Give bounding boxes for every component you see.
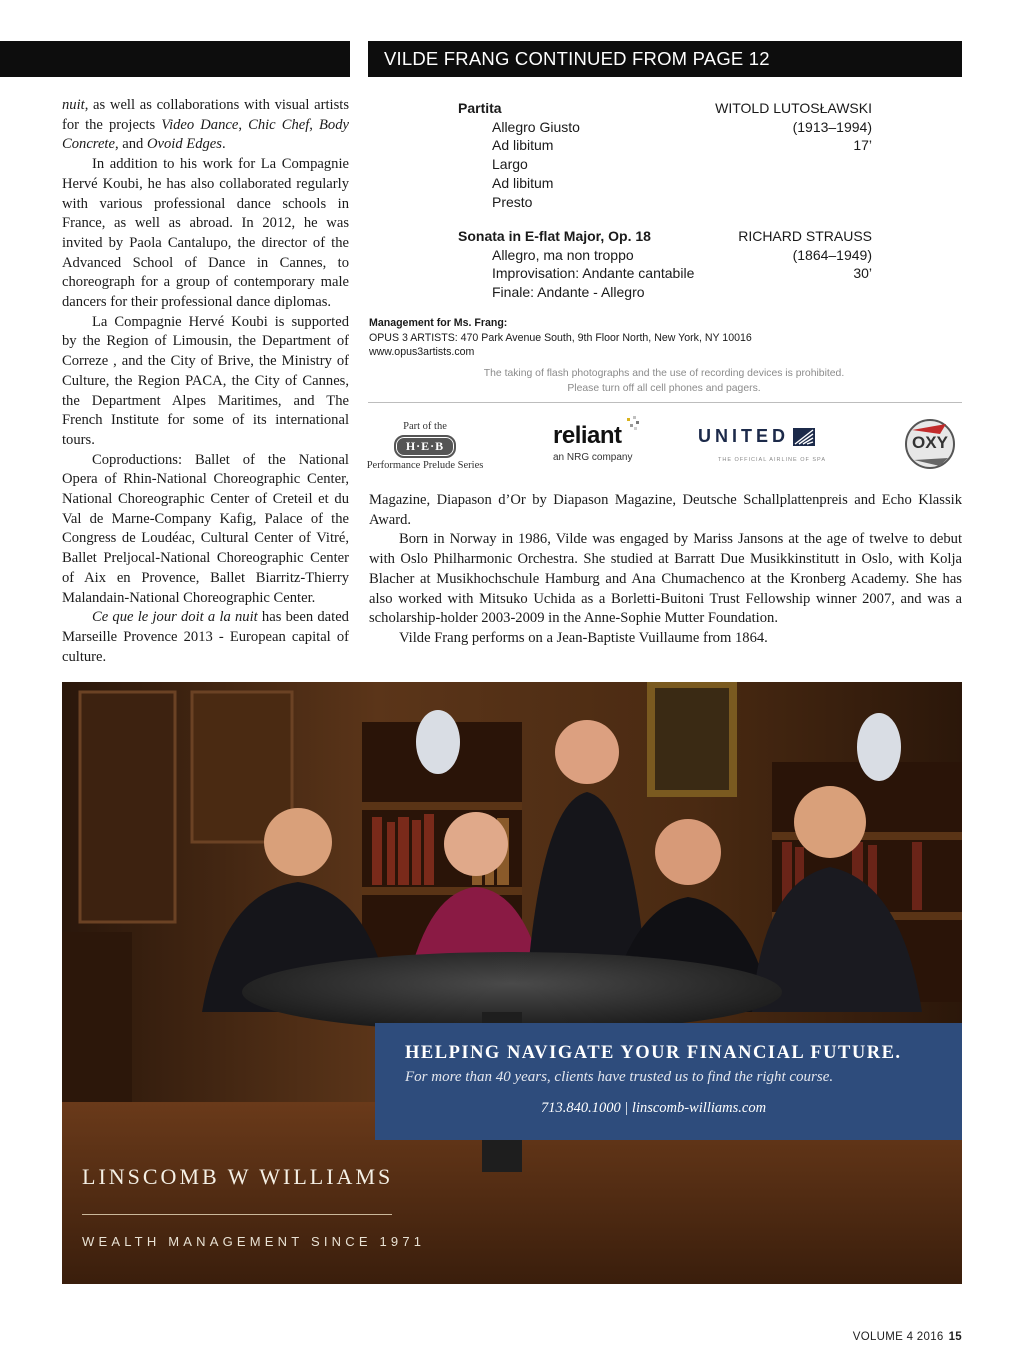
movement: Allegro Giusto — [492, 118, 580, 135]
right-paragraph-3: Vilde Frang performs on a Jean-Baptiste Vuillaume from 1864. — [399, 629, 768, 646]
linscomb-williams-ad — [62, 682, 962, 1284]
composer-name: WITOLD LUTOSŁAWSKI — [715, 100, 872, 116]
movement: Finale: Andante - Allegro — [492, 284, 645, 301]
management-heading: Management for Ms. Frang: — [369, 317, 508, 329]
management-url[interactable]: www.opus3artists.com — [369, 346, 475, 358]
divider — [368, 402, 962, 403]
ad-tagline: WEALTH MANAGEMENT SINCE 1971 — [82, 1234, 426, 1249]
right-paragraph-1: Magazine, Diapason d’Or by Diapason Magazine, Deutsche Schallplattenpreis and Echo Klassik Award. — [369, 492, 962, 528]
right-paragraph-2: Born in Norway in 1986, Vilde was engaged by Mariss Jansons at the age of twelve to debut with Oslo Philharmonic Orchestra. She studied at Barratt Due Musikkinstitutt in Oslo, with Kolja Blacher at Musikhochschule Hamburg and Ana Chumachenco at the Kronberg Academy. She has also worked with Mitsuko Uchida as a Borletti-Buitoni Trust Fellowship winner 2007, and was a scholarship-holder 2003-2009 in the Anne-Sophie Mutter Foundation. — [369, 531, 962, 627]
program-work-1 — [458, 99, 718, 211]
ad-banner — [375, 1023, 962, 1140]
oxy-logo: OXY — [900, 418, 960, 475]
united-logo: UNITED THE OFFICIAL AIRLINE OF SPA — [698, 426, 826, 463]
left-paragraph-1: nuit, as well as collaborations with visual artists for the projects Video Dance, Chic Chef, Body Concrete, and Ovoid Edges. — [62, 97, 350, 153]
management-info — [369, 316, 789, 360]
ad-contact[interactable]: 713.840.1000 | linscomb-williams.com — [540, 1100, 767, 1116]
ad-headline: HELPING NAVIGATE YOUR FINANCIAL FUTURE. — [405, 1043, 902, 1063]
ad-subline: For more than 40 years, clients have trusted us to find the right course. — [405, 1069, 834, 1085]
work-duration: 30’ — [853, 265, 872, 282]
volume-label: VOLUME 4 2016 — [852, 1331, 944, 1343]
page-number: 15 — [948, 1331, 962, 1343]
reliant-logo: reliant an NRG company — [553, 422, 632, 463]
left-paragraph-4: Coproductions: Ballet of the National Opera of Rhin-National Choreographic Center, National Choreographic Center of Creteil et du Val de Marne-Company Kafig, Palace of the Congress de Loudéac, Cultural Center of Vitré, Ballet Preljocal-National Choreographic Center of Aix en Provence, Ballet Biarritz-Thierry Malandain-National Choreographic Center. — [62, 451, 349, 606]
composer-block-1 — [692, 99, 872, 155]
left-column-text — [62, 96, 349, 667]
device-notice: The taking of flash photographs and the use of recording devices is prohibited. Please turn off all cell phones and pagers. — [483, 368, 845, 394]
left-paragraph-5: Ce que le jour doit a la nuit has been dated Marseille Provence 2013 - European capital of culture. — [62, 609, 349, 665]
management-address: OPUS 3 ARTISTS: 470 Park Avenue South, 9th Floor North, New York, NY 10016 — [369, 331, 752, 344]
left-paragraph-3: La Compagnie Hervé Koubi is supported by the Region of Limousin, the Department of Correze , and the City of Brive, the Ministry of Culture, the Region PACA, the City of Cannes, the Department Alpes Maritimes, and The French Institute for some of its international tours. — [62, 313, 349, 448]
heb-logo: Part of the H·E·B Performance Prelude Series — [366, 421, 484, 471]
heb-badge: H·E·B — [394, 435, 456, 458]
work-title: Partita — [458, 100, 502, 116]
ad-photo — [62, 682, 962, 1284]
composer-dates: (1913–1994) — [792, 118, 872, 135]
continued-header: VILDE FRANG CONTINUED FROM PAGE 12 — [368, 41, 962, 77]
left-paragraph-2: In addition to his work for La Compagnie Hervé Koubi, he has also collaborated regularly with various professional dance schools in France, as well as abroad. In 2012, he was invited by Paola Cantalupo, the director of the Advanced School of Dance in Cannes, to choreograph for a group of contemporary male dancers for their professional dance diplomas. — [62, 156, 349, 311]
movement: Presto — [492, 193, 533, 210]
composer-dates: (1864–1949) — [792, 246, 872, 263]
ad-brand-rule — [82, 1214, 392, 1215]
header-bar-left — [0, 41, 350, 77]
composer-block-2 — [692, 227, 872, 283]
movement: Largo — [492, 156, 528, 173]
movement: Allegro, ma non troppo — [492, 246, 634, 263]
right-column-text — [369, 491, 962, 649]
ad-brand: LINSCOMB W WILLIAMS — [82, 1164, 394, 1189]
program-work-2 — [458, 227, 718, 302]
united-globe-icon — [793, 428, 815, 446]
movement: Ad libitum — [492, 137, 554, 154]
movement: Improvisation: Andante cantabile — [492, 265, 695, 282]
work-duration: 17’ — [853, 137, 872, 154]
movement: Ad libitum — [492, 174, 554, 191]
page-folio — [853, 1331, 962, 1343]
work-title: Sonata in E-flat Major, Op. 18 — [458, 228, 651, 244]
composer-name: RICHARD STRAUSS — [738, 228, 872, 244]
reliant-star-icon — [625, 416, 641, 432]
